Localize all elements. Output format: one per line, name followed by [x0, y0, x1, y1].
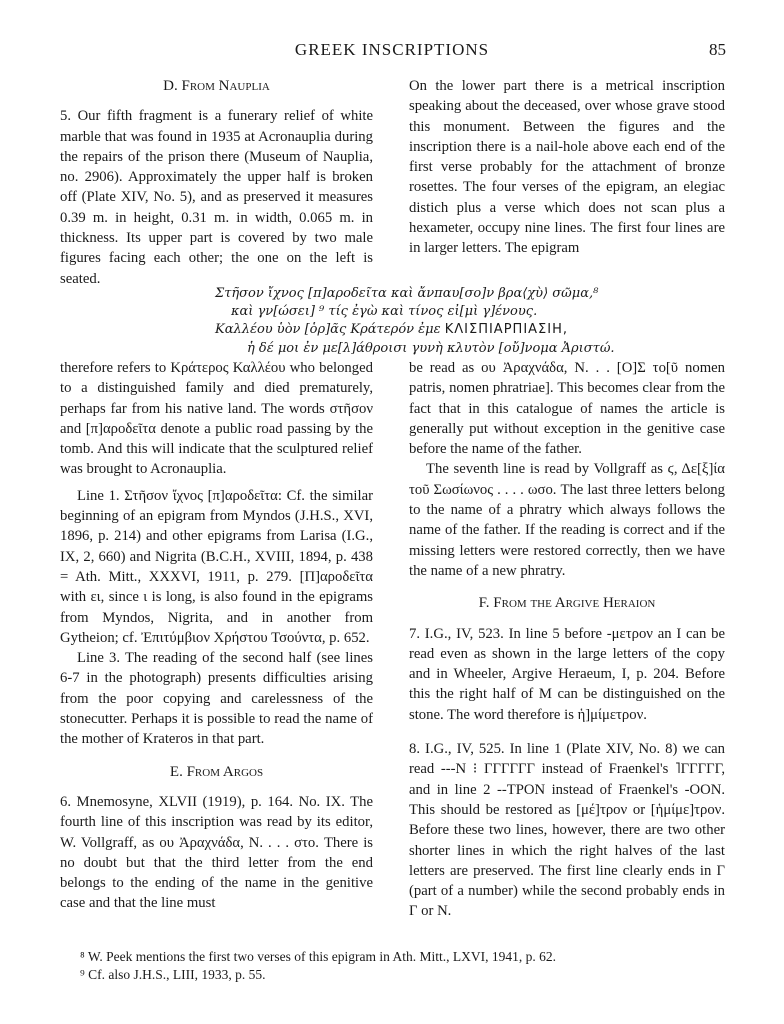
right-column-top	[409, 76, 725, 259]
left-column-top	[60, 76, 373, 289]
paragraph-catalogue: be read as ου Ἀραχνάδα, Ν. . . [Ο]Σ το[ῦ nomen patris, nomen phratriae]. This becomes clear from the fact that in this catalogue of names the article is generally put without exception in the genitive case before the name of the father.	[409, 360, 725, 458]
paragraph-krateros: therefore refers to Κράτερος Καλλέου who belonged to a distinguished family and died prematurely, perhaps far from his native land. The words στῆσον and [π]αροδεῖτα denote a public road passing by the tomb. And this will indicate that the sculptured relief was brought to Acronauplia.	[60, 360, 373, 478]
epigram-line-2: καὶ γν[ώσει] ⁹ τίς ἐγὼ καὶ τίνος εἰ[μὶ γ]ένους.	[231, 304, 538, 320]
epigram-line-4: ἡ δέ μοι ἐν με[λ]άθροισι γυνὴ κλυτὸν [οὔ]νομα Ἀριστώ.	[247, 340, 615, 356]
epigram-line-1: Στῆσον ἴχνος [π]αροδεῖτα καὶ ἄνπαυ[σο]ν βρα⟨χὺ⟩ σῶμα,⁸	[215, 286, 599, 301]
epigram-line-3-greek: Καλλέου ὑὸν [ὁρ]ᾶς Κράτερόν ἐμε	[215, 322, 441, 338]
paragraph-seventh-line: The seventh line is read by Vollgraff as ϛ, Δε[ξ]ία τοῦ Σωσίωνος . . . . ωσο. The last three letters belong to the name of a phratry which always follows the name of the father. If the reading is correct and if the missing letters were restored correctly, then we have the name of a new phratry.	[409, 461, 725, 579]
footnotes	[80, 948, 740, 983]
page-number: 85	[709, 40, 726, 59]
section-heading-argos: E. From Argos	[169, 763, 264, 780]
right-column-bottom	[409, 358, 725, 922]
epigram-line-3	[215, 321, 635, 339]
paragraph-metrical-inscription: On the lower part there is a metrical inscription speaking about the deceased, over whose grave stood this monument. Between the figures and the inscription there is a nail-hole above each end of the first verse probably for the attachment of bronze rosettes. The four verses of the epigram, an elegiac distich plus a verse which does not scan plus a hexameter, occupy nine lines. The first four lines are in larger letters. The epigram	[409, 78, 725, 257]
paragraph-5: 5. Our fifth fragment is a funerary relief of white marble that was found in 1935 at Acronauplia during the repairs of the prison there (Museum of Nauplia, no. 2906). Approximately the upper half is broken off (Plate XIV, No. 5), and as preserved it measures 0.39 m. in height, 0.31 m. in width, 0.065 m. in thickness. Its upper part is covered by two male figures facing each other; the one on the left is seated.	[60, 108, 373, 287]
section-heading-argive-heraion: F. From the Argive Heraion	[478, 595, 656, 612]
running-header	[0, 40, 784, 64]
paragraph-6: 6. Mnemosyne, XLVII (1919), p. 164. No. IX. The fourth line of this inscription was read by its editor, W. Vollgraff, as ου Ἀραχνάδα, Ν. . . . στο. There is no doubt but that the third letter from the end belongs to the ending of the name in the genitive case and that the line must	[60, 793, 373, 912]
left-column-bottom	[60, 358, 373, 914]
paragraph-line-1: Line 1. Στῆσον ἴχνος [π]αροδεῖτα: Cf. the similar beginning of an epigram from Myndos (J.H.S., XVI, 1896, p. 214) and other epigrams from Larisa (I.G., IX, 2, 660) and Nigrita (B.C.H., XVIII, 1894, p. 438 = Ath. Mitt., XXXVI, 1911, p. 279. [Π]αροδεῖτα with ει, since ι is long, is also found in the epigrams from Myndos, Nigrita, and in another from Gytheion; cf. Ἐπιτύμβιον Χρήστου Τσούντα, p. 652.	[60, 487, 373, 646]
epigram-line-3-capitals: ΚΛΙΣΠΙΑΡΠΙΑΣΙΗ,	[444, 322, 568, 338]
footnote-8: ⁸ W. Peek mentions the first two verses of this epigram in Ath. Mitt., LXVI, 1941, p. 62.	[80, 949, 557, 964]
epigram-block	[215, 285, 635, 358]
footnote-9: ⁹ Cf. also J.H.S., LIII, 1933, p. 55.	[80, 966, 266, 982]
paragraph-line-3: Line 3. The reading of the second half (see lines 6-7 in the photograph) presents difficulties arising from the poor copying and carelessness of the stonecutter. Perhaps it is possible to read the name of the mother of Krateros in that part.	[60, 650, 373, 748]
paragraph-8: 8. I.G., IV, 525. In line 1 (Plate XIV, No. 8) we can read ---Ν ⁝ ΓΓΓΓΓΓ instead of Fraenkel's ˥ΓΓΓΓΓ, and in line 2 --ΤΡΟΝ instead of Fraenkel's -ΟΟΝ. This should be restored as [μέ]τρον or [ἡμίμε]τρον. Before these two lines, however, there are two other shorter lines in which the right halves of the last letters are preserved. The first line clearly ends in Γ (part of a number) while the second probably ends in Γ or Ν.	[409, 741, 725, 920]
running-title: GREEK INSCRIPTIONS	[294, 40, 490, 59]
section-heading-nauplia: D. From Nauplia	[163, 78, 270, 94]
paragraph-7: 7. I.G., IV, 523. In line 5 before -μετρον an I can be read even as shown in the large letters of the copy and in Wheeler, Argive Heraeum, I, p. 204. Before this the right half of M can be distinguished on the stone. The word therefore is ἡ]μίμετρον.	[409, 625, 725, 723]
